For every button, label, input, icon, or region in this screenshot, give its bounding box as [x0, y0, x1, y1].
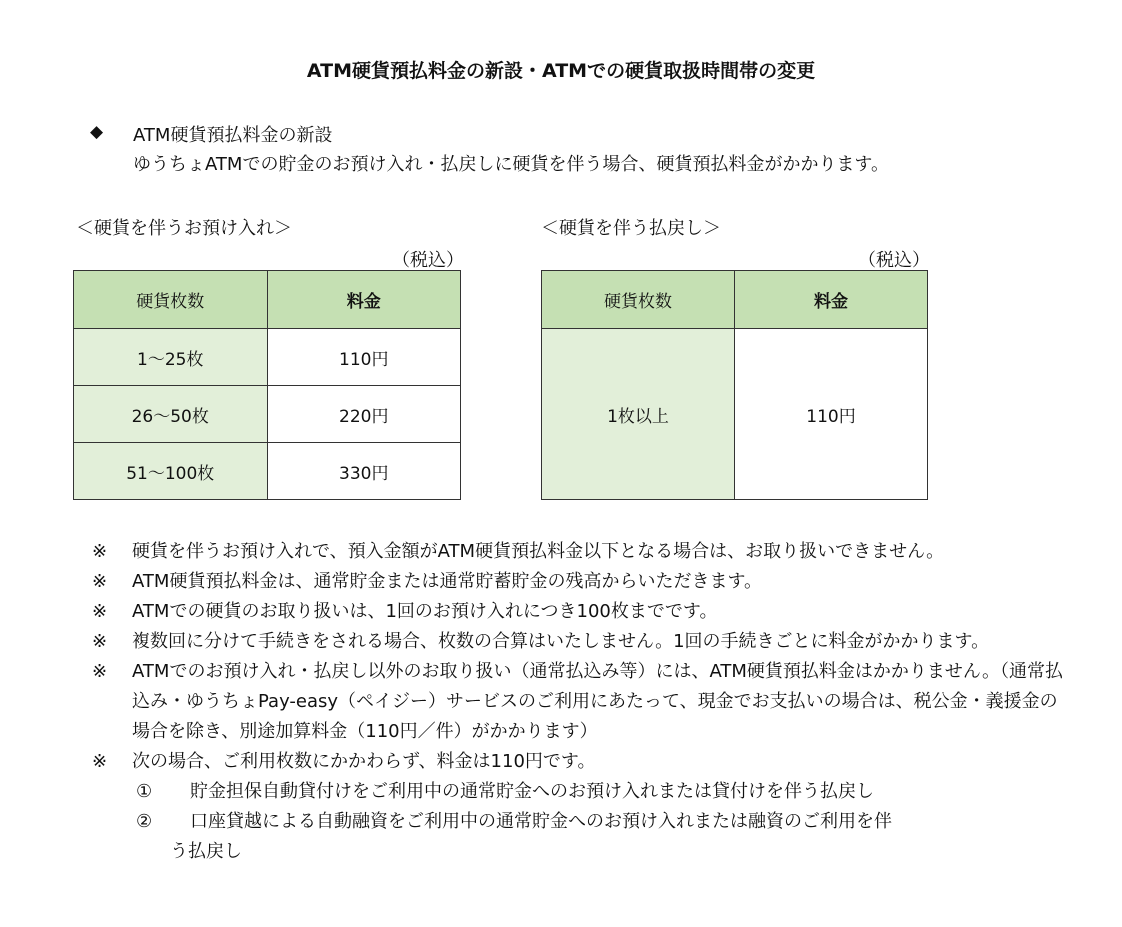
note-item: [92, 627, 1012, 657]
table-header-row: [74, 271, 461, 329]
note-mark: ※: [92, 541, 108, 562]
withdrawal-fee-table: [541, 270, 928, 500]
note-text: ATMでのお預け入れ・払戻し以外のお取り扱い（通常払込み等）には、ATM硬貨預払料金はかかりません。（通常払込み・ゆうちょPay-easy（ペイジー）サービスのご利用にあたって、現金でお支払いの場合は、税公金・義援金の場合を除き、別途加算料金（110円／件）がかかります）: [132, 661, 1063, 742]
sub-text-continuation: う払戻し: [170, 841, 242, 862]
table-row: [74, 443, 461, 500]
sub-item: [132, 807, 1102, 867]
table-row: [74, 329, 461, 386]
note-text: 複数回に分けて手続きをされる場合、枚数の合算はいたしません。1回の手続きごとに料金がかかります。: [132, 631, 990, 652]
fee-cell: 110円: [735, 329, 928, 500]
deposit-fee-table: [73, 270, 461, 500]
sub-text: 貯金担保自動貸付けをご利用中の通常貯金へのお預け入れまたは貸付けを伴う払戻し: [190, 781, 874, 802]
withdrawal-table-caption: ＜硬貨を伴う払戻し＞: [541, 218, 721, 239]
table-header-row: [542, 271, 928, 329]
sub-list: [132, 777, 1102, 867]
withdrawal-tax-note: （税込）: [858, 250, 930, 271]
section-heading: ATM硬貨預払料金の新設: [133, 125, 333, 146]
sub-text: 口座貸越による自動融資をご利用中の通常貯金へのお預け入れまたは融資のご利用を伴: [190, 811, 892, 832]
header-fee: 料金: [735, 271, 928, 329]
deposit-table-caption: ＜硬貨を伴うお預け入れ＞: [76, 218, 292, 239]
coin-count-cell: 51～100枚: [74, 443, 268, 500]
note-mark: ※: [92, 631, 108, 652]
header-coin-count: 硬貨枚数: [542, 271, 735, 329]
notes-list: [92, 537, 1102, 867]
coin-count-cell: 26～50枚: [74, 386, 268, 443]
deposit-tax-note: （税込）: [392, 250, 464, 271]
note-item: [92, 657, 1072, 747]
note-mark: ※: [92, 601, 108, 622]
note-mark: ※: [92, 571, 108, 592]
section-description: ゆうちょATMでの貯金のお預け入れ・払戻しに硬貨を伴う場合、硬貨預払料金がかかります。: [133, 154, 889, 175]
table-row: [542, 329, 928, 500]
note-item: [92, 567, 1102, 597]
note-item: [92, 597, 1102, 627]
page-title: ATM硬貨預払料金の新設・ATMでの硬貨取扱時間帯の変更: [306, 60, 816, 82]
note-item: [92, 747, 1102, 867]
fee-cell: 220円: [267, 386, 461, 443]
sub-item: [132, 777, 1102, 807]
fee-cell: 110円: [267, 329, 461, 386]
diamond-bullet-icon: ◆: [90, 122, 104, 142]
note-text: ATM硬貨預払料金は、通常貯金または通常貯蓄貯金の残高からいただきます。: [132, 571, 762, 592]
sub-number: ②: [136, 811, 153, 832]
sub-number: ①: [136, 781, 153, 802]
coin-count-cell: 1枚以上: [542, 329, 735, 500]
note-mark: ※: [92, 661, 108, 682]
note-item: [92, 537, 1102, 567]
table-row: [74, 386, 461, 443]
note-text: 硬貨を伴うお預け入れで、預入金額がATM硬貨預払料金以下となる場合は、お取り扱いできません。: [132, 541, 945, 562]
note-mark: ※: [92, 751, 108, 772]
note-text: 次の場合、ご利用枚数にかかわらず、料金は110円です。: [132, 751, 596, 772]
header-coin-count: 硬貨枚数: [74, 271, 268, 329]
fee-cell: 330円: [267, 443, 461, 500]
coin-count-cell: 1～25枚: [74, 329, 268, 386]
header-fee: 料金: [267, 271, 461, 329]
note-text: ATMでの硬貨のお取り扱いは、1回のお預け入れにつき100枚までです。: [132, 601, 718, 622]
